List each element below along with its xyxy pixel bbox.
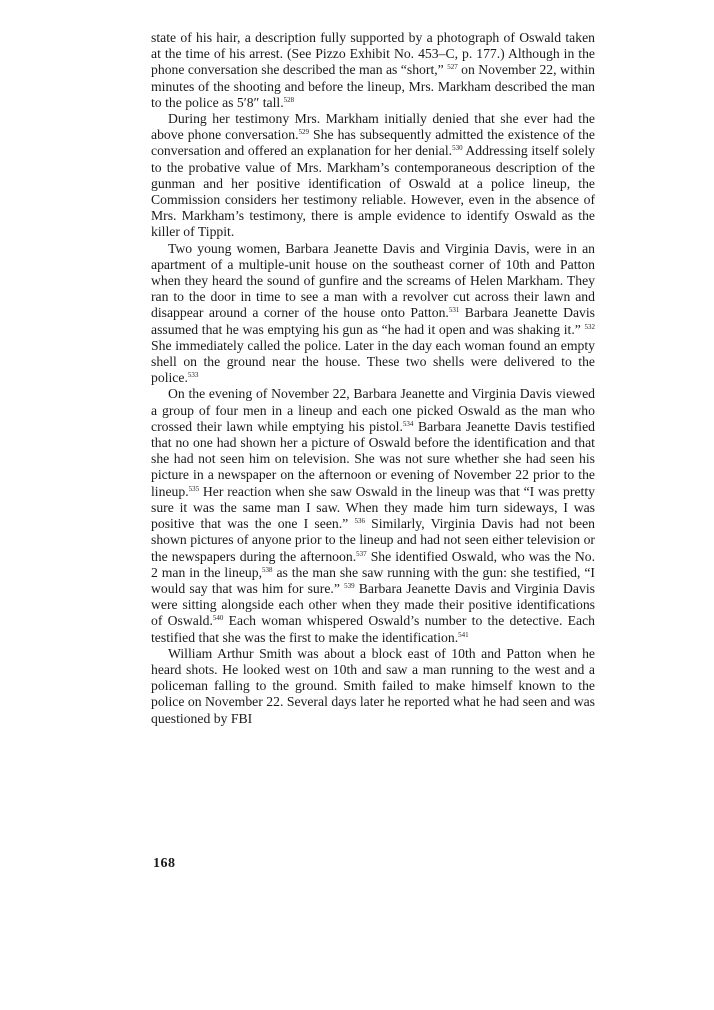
- footnote-ref: 528: [283, 95, 295, 104]
- paragraph-text: On the evening of November 22, Barbara Jeanette and Virginia Davis viewed a group of four men in a lineup and each one picked Oswald as the man who crossed their lawn while emptying his pistol.: [151, 386, 595, 434]
- paragraph: [151, 111, 595, 241]
- paragraph-text: as the man she saw running with the gun: she testified, “I would say that was him for sure.”: [151, 564, 595, 596]
- paragraph-text: state of his hair, a description fully supported by a photograph of Oswald taken at the time of his arrest. (See Pizzo Exhibit No. 453–C, p. 177.) Although in the phone conversation she described the man as “short,”: [151, 30, 595, 78]
- paragraph-text: She immediately called the police. Later in the day each woman found an empty shell on the ground near the house. These two shells were delivered to the police.: [151, 337, 595, 386]
- paragraph-text: Addressing itself solely to the probative value of Mrs. Markham’s contemporaneous description of the gunman and her positive identification of Oswald at a police lineup, the Commission considers her testimony reliable. However, even in the absence of Mrs. Markham’s testimony, there is ample evidence to identify Oswald as the killer of Tippit.: [151, 143, 595, 240]
- paragraph-text: William Arthur Smith was about a block east of 10th and Patton when he heard shots. He looked west on 10th and saw a man running to the west and a policeman falling to the ground. Smith failed to make himself known to the police on November 22. Several days later he reported what he had seen and was questioned by FBI: [151, 645, 595, 726]
- paragraph-text: on November 22, within minutes of the shooting and before the lineup, Mrs. Markham described the man to the police as 5′8″ tall.: [151, 62, 595, 110]
- paragraph: [151, 386, 595, 645]
- footnote-ref: 538: [262, 565, 273, 574]
- footnote-ref: 529: [298, 128, 310, 137]
- footnote-ref: 536: [354, 517, 365, 526]
- paragraph-text: Two young women, Barbara Jeanette Davis and Virginia Davis, were in an apartment of a multiple-unit house on the southeast corner of 10th and Patton when they heard the sound of gunfire and the screams of Helen Markham. They ran to the door in time to see a man with a revolver cut across their lawn and disappear around a corner of the house onto Patton.: [151, 240, 595, 321]
- document-page: [151, 30, 595, 727]
- page-number: 168: [153, 856, 176, 871]
- footnote-ref: 534: [402, 419, 414, 428]
- body-text: [151, 30, 595, 727]
- footnote-ref: 532: [584, 322, 595, 331]
- paragraph-text: Barbara Jeanette Davis and Virginia Davis were sitting alongside each other when they made their positive identifications of Oswald.: [151, 580, 595, 629]
- footnote-ref: 541: [458, 630, 469, 639]
- paragraph: [151, 241, 595, 387]
- paragraph: [151, 646, 595, 727]
- paragraph-text: Her reaction when she saw Oswald in the lineup was that “I was pretty sure it was the same man I saw. When they made him turn sideways, I was positive that was the one I seen.”: [151, 483, 595, 532]
- paragraph-text: Barbara Jeanette Davis assumed that he was emptying his gun as “he had it open and was shaking it.”: [151, 305, 596, 337]
- paragraph-text: She identified Oswald, who was the No. 2 man in the lineup,: [151, 548, 596, 580]
- footnote-ref: 527: [447, 63, 458, 72]
- footnote-ref: 530: [452, 144, 463, 153]
- paragraph-text: She has subsequently admitted the existence of the conversation and offered an explanation for her denial.: [151, 127, 595, 159]
- paragraph-text: Each woman whispered Oswald’s number to the detective. Each testified that she was the first to make the identification.: [151, 613, 595, 645]
- paragraph-text: Barbara Jeanette Davis testified that no one had shown her a picture of Oswald before the identification and that she had not seen him on television. She was not sure whether she had seen his picture in a newspaper on the afternoon or evening of November 22 prior to the lineup.: [151, 418, 595, 499]
- footnote-ref: 540: [212, 614, 224, 623]
- footnote-ref: 531: [448, 306, 460, 315]
- paragraph-text: Similarly, Virginia Davis had not been shown pictures of anyone prior to the lineup and had not seen either television or the newspapers during the afternoon.: [151, 516, 595, 564]
- footnote-ref: 535: [188, 484, 200, 493]
- footnote-ref: 533: [187, 371, 199, 380]
- paragraph: [151, 30, 595, 111]
- footnote-ref: 537: [356, 549, 367, 558]
- paragraph-text: During her testimony Mrs. Markham initially denied that she ever had the above phone conversation.: [151, 111, 595, 143]
- footnote-ref: 539: [344, 581, 355, 590]
